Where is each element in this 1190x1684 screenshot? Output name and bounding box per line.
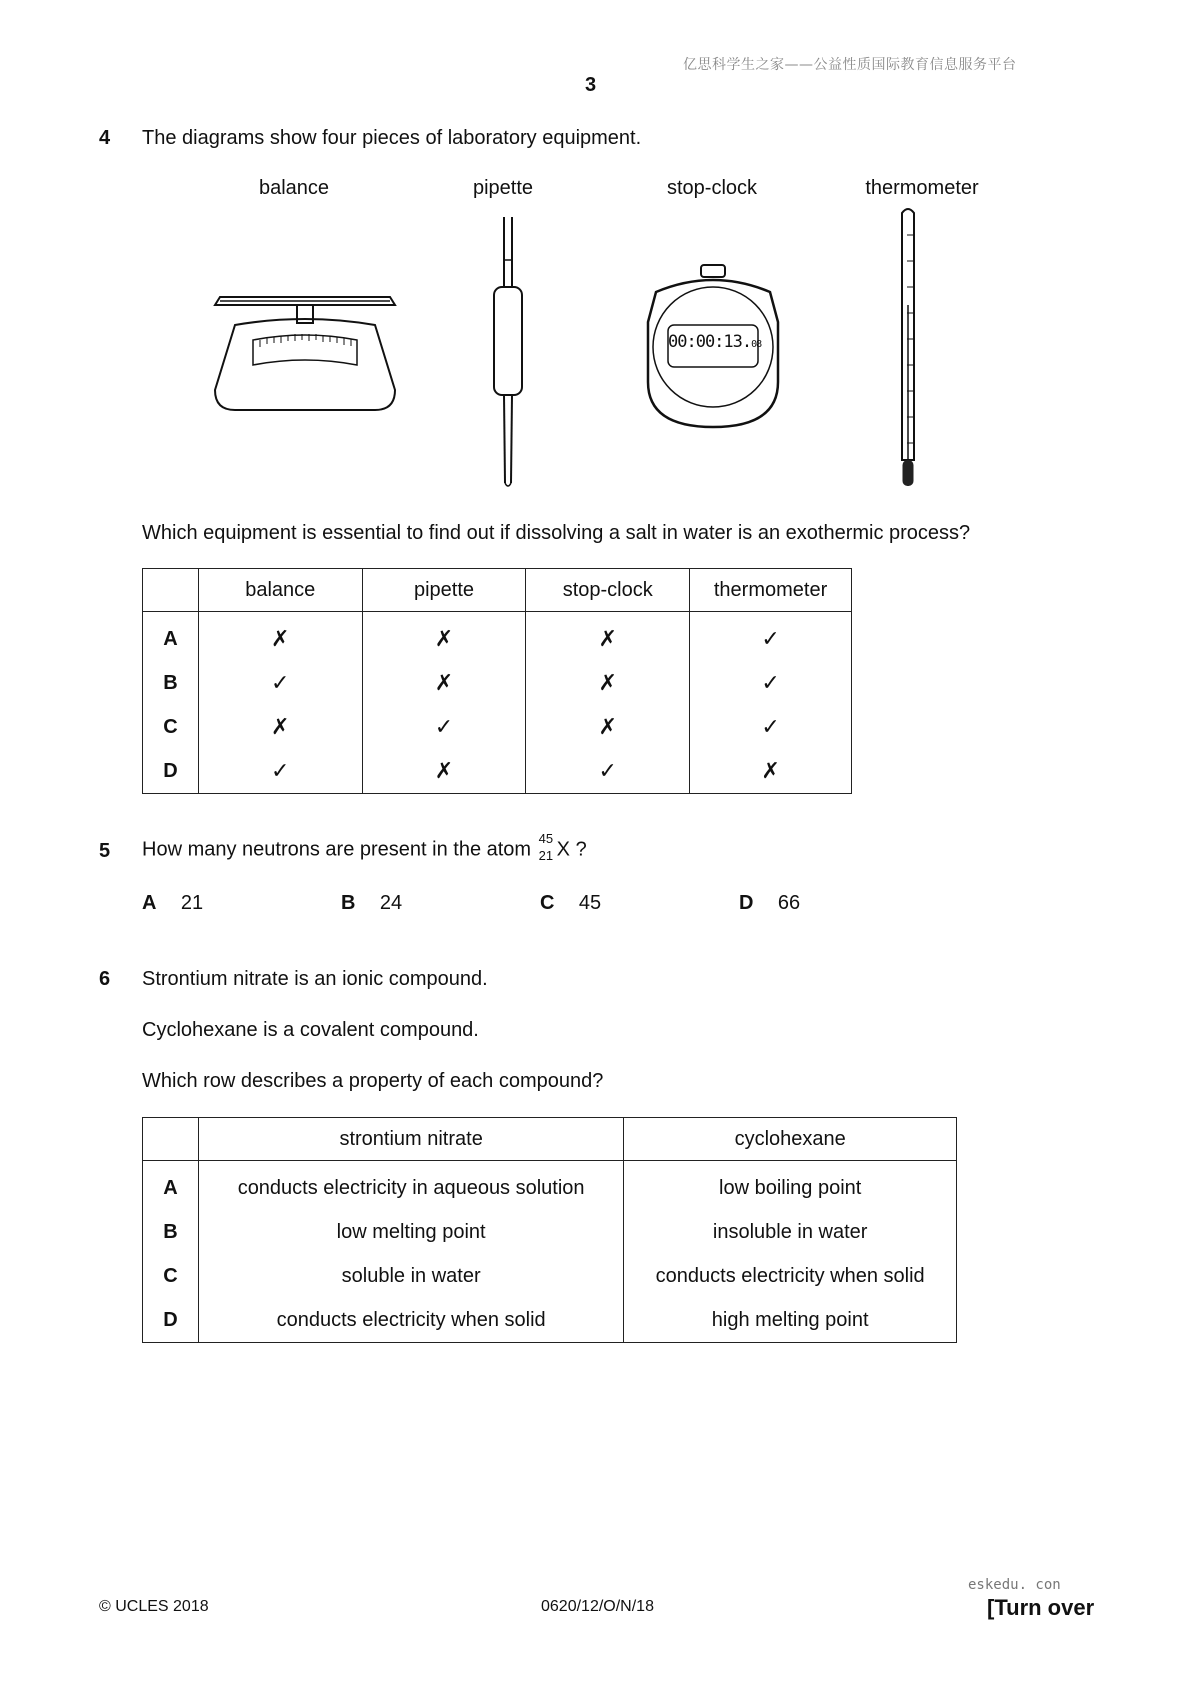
- option-value: 45: [578, 892, 602, 914]
- table-cell: low melting point: [198, 1210, 623, 1254]
- balance-drawing: [205, 285, 405, 415]
- question-6-number: 6: [99, 968, 111, 990]
- question-4-text: The diagrams show four pieces of laboratory equipment.: [142, 127, 642, 149]
- stopclock-display-small: 08: [751, 339, 762, 350]
- table-cell: ✓: [362, 705, 526, 749]
- row-label: B: [143, 661, 199, 705]
- question-5-text-line: [142, 831, 587, 863]
- table-cell: ✗: [362, 749, 526, 794]
- question-5-number: 5: [99, 840, 111, 862]
- mass-number: 45: [538, 831, 554, 846]
- row-label: C: [143, 705, 199, 749]
- question-6-line-2: Cyclohexane is a covalent compound.: [142, 1019, 479, 1041]
- label-thermometer: thermometer: [865, 177, 979, 199]
- option-c[interactable]: [540, 892, 601, 915]
- stopclock-display: 00:00:13.: [668, 332, 752, 352]
- option-b[interactable]: [341, 892, 402, 915]
- question-4-number: 4: [99, 127, 111, 149]
- footer-copyright: © UCLES 2018: [99, 1598, 209, 1615]
- header-cell: cyclohexane: [624, 1118, 957, 1161]
- table-row: [143, 1254, 957, 1298]
- question-mark: ?: [575, 838, 587, 861]
- table-cell: ✗: [526, 661, 690, 705]
- table-cell: ✗: [526, 612, 690, 662]
- atomic-number: 21: [538, 848, 554, 863]
- row-label: D: [143, 1298, 199, 1343]
- table-cell: ✓: [690, 612, 852, 662]
- element-symbol: X: [556, 838, 570, 861]
- row-label: C: [143, 1254, 199, 1298]
- table-header-row: [143, 569, 852, 612]
- table-cell: insoluble in water: [624, 1210, 957, 1254]
- row-label: B: [143, 1210, 199, 1254]
- table-cell: ✗: [198, 705, 362, 749]
- table-cell: ✓: [198, 749, 362, 794]
- header-cell: strontium nitrate: [198, 1118, 623, 1161]
- option-value: 66: [777, 892, 801, 914]
- watermark-text: 亿思科学生之家——公益性质国际教育信息服务平台: [683, 57, 1017, 73]
- table-row: [143, 705, 852, 749]
- table-cell: ✗: [362, 661, 526, 705]
- table-cell: high melting point: [624, 1298, 957, 1343]
- option-letter: C: [540, 892, 555, 914]
- question-6-prompt: Which row describes a property of each compound?: [142, 1070, 604, 1092]
- label-balance: balance: [258, 177, 330, 199]
- option-letter: D: [739, 892, 754, 914]
- row-label: D: [143, 749, 199, 794]
- option-letter: B: [341, 892, 356, 914]
- table-row: [143, 1298, 957, 1343]
- table-cell: ✗: [690, 749, 852, 794]
- header-cell: stop-clock: [526, 569, 690, 612]
- table-cell: ✗: [526, 705, 690, 749]
- table-cell: ✗: [198, 612, 362, 662]
- row-label: A: [143, 612, 199, 662]
- nuclide-notation: [537, 831, 557, 863]
- table-row: [143, 612, 852, 662]
- option-letter: A: [142, 892, 157, 914]
- table-row: [143, 1161, 957, 1211]
- turn-over: [Turn over: [987, 1595, 1095, 1620]
- question-6-line-1: Strontium nitrate is an ionic compound.: [142, 968, 488, 990]
- table-cell: ✓: [198, 661, 362, 705]
- header-cell: [143, 1118, 199, 1161]
- footer-site: eskedu. con: [968, 1577, 1061, 1593]
- page-number: 3: [585, 74, 597, 96]
- question-4-table: [142, 568, 852, 794]
- table-cell: conducts electricity when solid: [624, 1254, 957, 1298]
- header-cell: pipette: [362, 569, 526, 612]
- table-cell: low boiling point: [624, 1161, 957, 1211]
- table-row: [143, 661, 852, 705]
- table-row: [143, 1210, 957, 1254]
- option-value: 21: [180, 892, 204, 914]
- table-cell: ✓: [526, 749, 690, 794]
- thermometer-drawing: [893, 205, 923, 495]
- table-cell: conducts electricity in aqueous solution: [198, 1161, 623, 1211]
- pipette-drawing: [488, 215, 528, 490]
- option-d[interactable]: [739, 892, 800, 915]
- row-label: A: [143, 1161, 199, 1211]
- table-cell: ✓: [690, 661, 852, 705]
- label-pipette: pipette: [472, 177, 534, 199]
- footer-code: 0620/12/O/N/18: [541, 1598, 654, 1615]
- table-cell: conducts electricity when solid: [198, 1298, 623, 1343]
- table-header-row: [143, 1118, 957, 1161]
- question-4-prompt: Which equipment is essential to find out if dissolving a salt in water is an exothermic process?: [142, 522, 971, 544]
- option-a[interactable]: [142, 892, 203, 915]
- table-cell: ✗: [362, 612, 526, 662]
- label-stop-clock: stop-clock: [666, 177, 758, 199]
- question-5-text: How many neutrons are present in the atom: [142, 838, 532, 861]
- stop-clock-drawing: [638, 262, 788, 432]
- question-6-table: [142, 1117, 957, 1343]
- header-cell: balance: [198, 569, 362, 612]
- table-cell: soluble in water: [198, 1254, 623, 1298]
- header-cell: [143, 569, 199, 612]
- table-cell: ✓: [690, 705, 852, 749]
- header-cell: thermometer: [690, 569, 852, 612]
- table-row: [143, 749, 852, 794]
- option-value: 24: [379, 892, 403, 914]
